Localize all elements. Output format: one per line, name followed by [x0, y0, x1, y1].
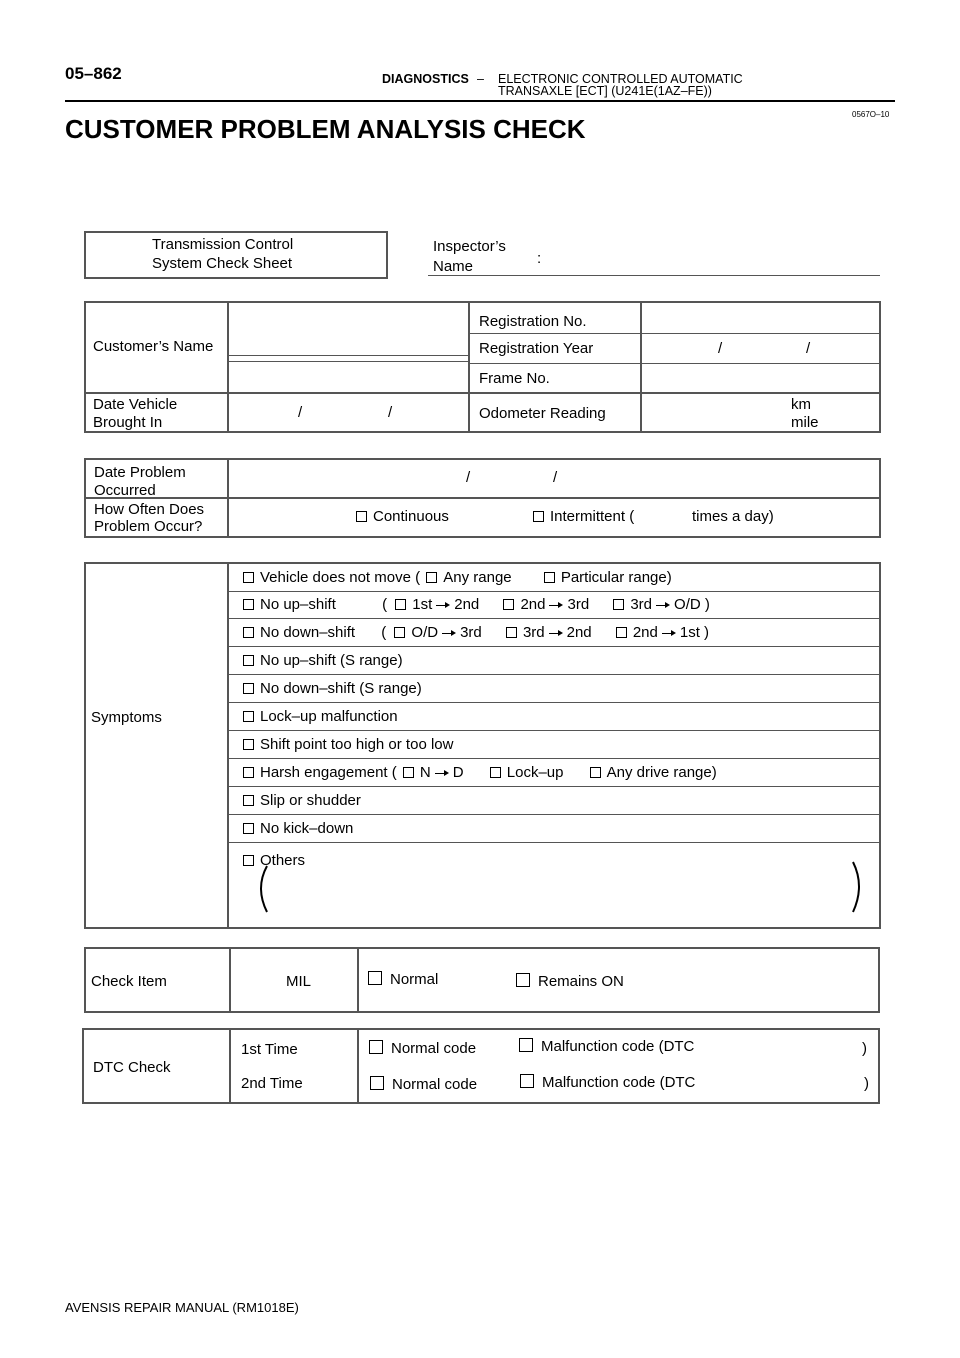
inspector-line1: Inspector’s: [433, 238, 506, 255]
date-vehicle-slash-2: /: [388, 404, 393, 421]
inspector-line2: Name: [433, 258, 474, 275]
customer-table: [84, 301, 881, 433]
subsection-line1: ELECTRONIC CONTROLLED AUTOMATIC: [498, 72, 743, 86]
page-number: 05–862: [65, 64, 122, 83]
shift-point-checkbox[interactable]: [243, 739, 254, 750]
3rd-2nd-checkbox[interactable]: [506, 627, 517, 638]
check-item-table: [84, 947, 880, 1013]
dtc2-close-paren: ): [864, 1075, 869, 1092]
symptoms-table: [84, 562, 881, 929]
others-checkbox[interactable]: [243, 855, 254, 866]
date-problem-line1: Date Problem: [94, 464, 186, 481]
any-range-checkbox[interactable]: [426, 572, 437, 583]
symptom-row: Others: [229, 843, 879, 923]
registration-year-slash-2: /: [806, 340, 811, 357]
no-up-shift-s-checkbox[interactable]: [243, 655, 254, 666]
lock-up-malfunction-checkbox[interactable]: [243, 711, 254, 722]
date-vehicle-line2: Brought In: [93, 414, 163, 431]
intermittent-option[interactable]: Intermittent (: [533, 508, 634, 525]
dtc-first-time-label: 1st Time: [241, 1041, 298, 1058]
header-dash: –: [477, 72, 484, 86]
no-kick-down-checkbox[interactable]: [243, 823, 254, 834]
symptoms-label: Symptoms: [91, 709, 162, 726]
symptom-row: Vehicle does not move ( Any range Particular range): [229, 564, 879, 592]
3rd-od-checkbox[interactable]: [613, 599, 624, 610]
odometer-km: km: [791, 396, 811, 413]
header-rule: [65, 100, 895, 102]
any-drive-range-checkbox[interactable]: [590, 767, 601, 778]
section-label: DIAGNOSTICS: [382, 72, 469, 86]
arrow-right-icon: [436, 601, 450, 609]
customer-name-field[interactable]: [229, 305, 467, 353]
dtc-second-time-label: 2nd Time: [241, 1075, 303, 1092]
date-problem-slash-2: /: [553, 469, 558, 486]
harsh-engagement-checkbox[interactable]: [243, 767, 254, 778]
others-left-bracket-icon: [254, 864, 270, 914]
2nd-1st-checkbox[interactable]: [616, 627, 627, 638]
continuous-option[interactable]: Continuous: [356, 508, 449, 525]
symptom-row: No down–shift ( O/D 3rd 3rd 2nd 2nd 1st ): [229, 619, 879, 647]
dtc2-normal-checkbox[interactable]: [370, 1076, 384, 1090]
arrow-right-icon: [656, 601, 670, 609]
sheet-title-box: [84, 231, 388, 279]
registration-year-label: Registration Year: [479, 340, 594, 357]
dtc2-malfunction-checkbox[interactable]: [520, 1074, 534, 1088]
odometer-mile: mile: [791, 414, 819, 431]
how-often-line2: Problem Occur?: [94, 518, 203, 535]
registration-no-label: Registration No.: [479, 313, 587, 330]
arrow-right-icon: [662, 629, 676, 637]
how-often-line1: How Often Does: [94, 501, 205, 518]
registration-year-slash-1: /: [718, 340, 723, 357]
symptom-row: No up–shift (S range): [229, 647, 879, 675]
symptom-row: Shift point too high or too low: [229, 731, 879, 759]
intermittent-checkbox[interactable]: [533, 511, 544, 522]
2nd-3rd-checkbox[interactable]: [503, 599, 514, 610]
footer-manual-name: AVENSIS REPAIR MANUAL (RM1018E): [65, 1300, 299, 1315]
mil-remains-on-option[interactable]: Remains ON: [516, 973, 624, 990]
odometer-label: Odometer Reading: [479, 405, 606, 422]
mil-normal-option[interactable]: Normal: [368, 971, 438, 988]
sheet-title-line2: System Check Sheet: [152, 255, 293, 272]
no-up-shift-checkbox[interactable]: [243, 599, 254, 610]
arrow-right-icon: [549, 629, 563, 637]
subsection-line2: TRANSAXLE [ECT] (U241E(1AZ–FE)): [498, 84, 712, 98]
slip-shudder-checkbox[interactable]: [243, 795, 254, 806]
mil-label: MIL: [286, 973, 312, 990]
dtc-table: [82, 1028, 880, 1104]
figure-code: 0567O–10: [852, 110, 890, 119]
others-field[interactable]: [271, 864, 846, 914]
date-problem-slash-1: /: [466, 469, 471, 486]
n-d-checkbox[interactable]: [403, 767, 414, 778]
continuous-checkbox[interactable]: [356, 511, 367, 522]
dtc1-malfunction-option[interactable]: Malfunction code (DTC: [519, 1038, 694, 1055]
page-title: CUSTOMER PROBLEM ANALYSIS CHECK: [65, 114, 586, 144]
arrow-right-icon: [435, 769, 449, 777]
lock-up-checkbox[interactable]: [490, 767, 501, 778]
inspector-colon: :: [537, 250, 542, 267]
vehicle-not-move-checkbox[interactable]: [243, 572, 254, 583]
symptom-row: Lock–up malfunction: [229, 703, 879, 731]
problem-table: [84, 458, 881, 538]
dtc1-close-paren: ): [862, 1040, 867, 1057]
dtc2-malfunction-option[interactable]: Malfunction code (DTC: [520, 1074, 695, 1091]
no-down-shift-checkbox[interactable]: [243, 627, 254, 638]
mil-remains-on-checkbox[interactable]: [516, 973, 530, 987]
symptom-row: Slip or shudder: [229, 787, 879, 815]
frame-no-label: Frame No.: [479, 370, 550, 387]
dtc1-normal-checkbox[interactable]: [369, 1040, 383, 1054]
dtc1-normal-option[interactable]: Normal code: [369, 1040, 476, 1057]
dtc-check-label: DTC Check: [93, 1059, 171, 1076]
sheet-title-line1: Transmission Control: [152, 236, 294, 253]
mil-normal-checkbox[interactable]: [368, 971, 382, 985]
symptom-row: No down–shift (S range): [229, 675, 879, 703]
od-3rd-checkbox[interactable]: [394, 627, 405, 638]
inspector-name-field[interactable]: [428, 275, 880, 276]
customer-name-label: Customer’s Name: [93, 338, 214, 355]
symptom-row: Harsh engagement ( N D Lock–up Any drive range): [229, 759, 879, 787]
arrow-right-icon: [549, 601, 563, 609]
check-item-label: Check Item: [91, 973, 167, 990]
dtc2-normal-option[interactable]: Normal code: [370, 1076, 477, 1093]
times-a-day: times a day): [692, 508, 774, 525]
symptom-row: No kick–down: [229, 815, 879, 843]
date-problem-line2: Occurred: [94, 482, 156, 499]
symptom-row: No up–shift ( 1st 2nd 2nd 3rd 3rd O/D ): [229, 592, 879, 619]
dtc1-malfunction-checkbox[interactable]: [519, 1038, 533, 1052]
particular-range-checkbox[interactable]: [544, 572, 555, 583]
date-vehicle-line1: Date Vehicle: [93, 396, 178, 413]
arrow-right-icon: [442, 629, 456, 637]
others-right-bracket-icon: [850, 860, 866, 914]
registration-no-field[interactable]: [642, 305, 878, 332]
no-down-shift-s-checkbox[interactable]: [243, 683, 254, 694]
1st-2nd-checkbox[interactable]: [395, 599, 406, 610]
frame-no-field[interactable]: [642, 365, 878, 391]
date-vehicle-slash-1: /: [298, 404, 303, 421]
